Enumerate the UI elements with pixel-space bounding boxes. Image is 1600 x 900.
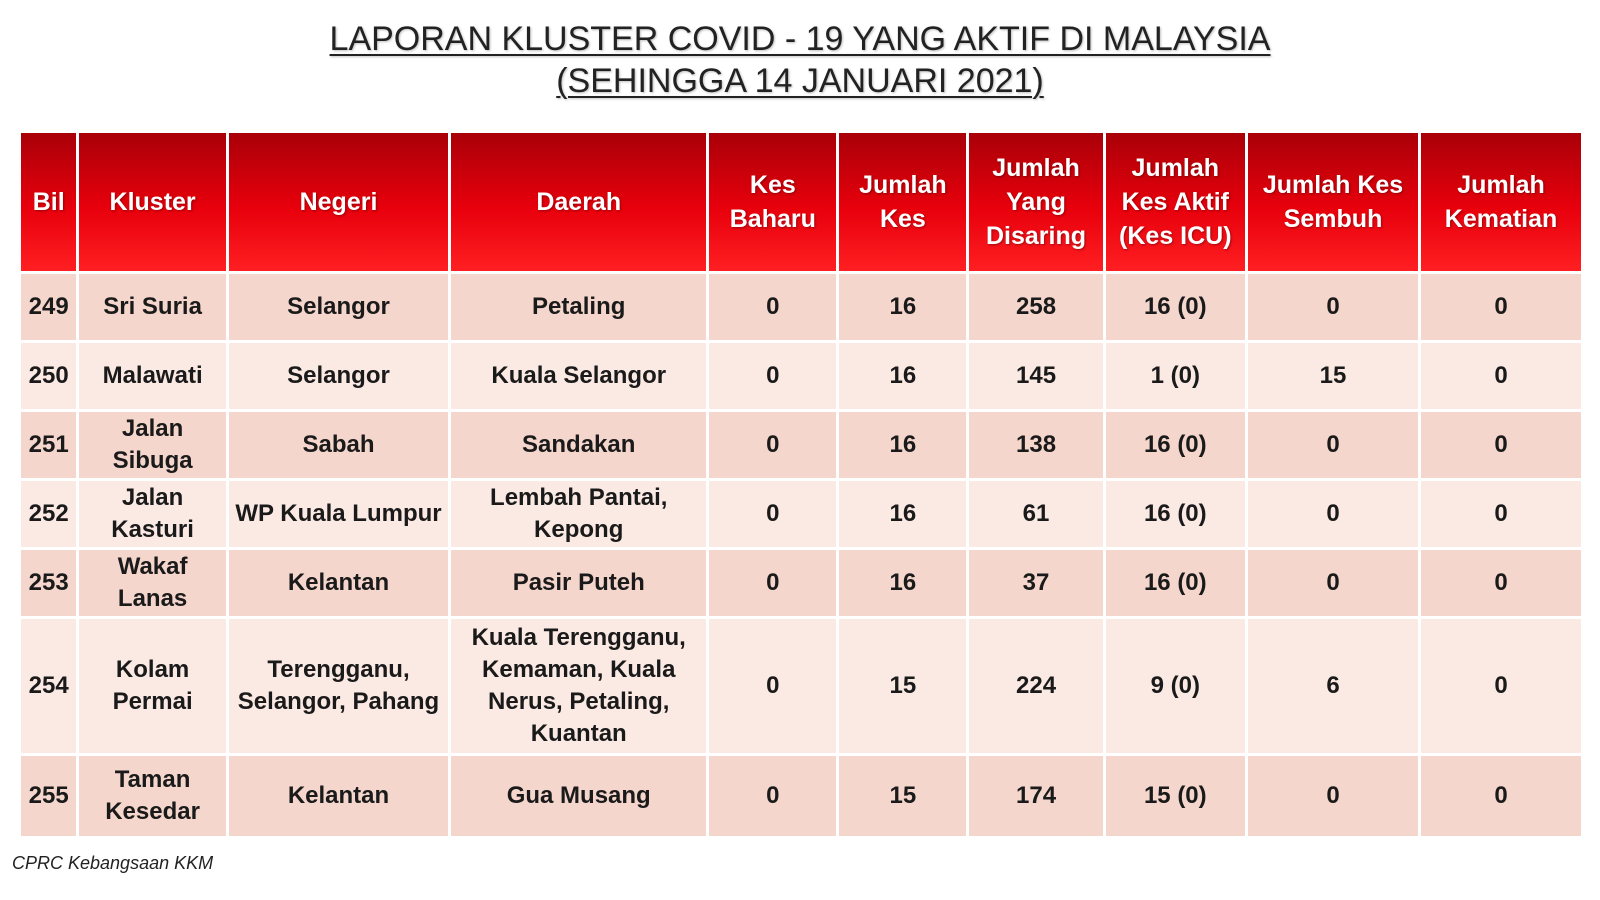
cell-bil: 252 [21,481,76,547]
header-kluster: Kluster [79,133,226,271]
cell-jumlah-kes: 15 [839,756,966,836]
cell-jumlah-aktif: 16 (0) [1106,481,1245,547]
cell-daerah: Petaling [451,274,706,340]
cell-jumlah-sembuh: 0 [1248,481,1418,547]
cell-jumlah-aktif: 1 (0) [1106,343,1245,409]
header-jumlah-kematian: Jumlah Kematian [1421,133,1581,271]
header-negeri: Negeri [229,133,448,271]
cell-jumlah-kes: 16 [839,274,966,340]
cell-jumlah-disaring: 138 [969,412,1102,478]
table-row [21,756,1581,836]
header-kes-baharu: Kes Baharu [709,133,836,271]
header-jumlah-sembuh: Jumlah Kes Sembuh [1248,133,1418,271]
cell-jumlah-sembuh: 15 [1248,343,1418,409]
cell-daerah: Kuala Selangor [451,343,706,409]
cell-negeri: Kelantan [229,550,448,616]
cell-kes-baharu: 0 [709,481,836,547]
header-daerah: Daerah [451,133,706,271]
cell-jumlah-kematian: 0 [1421,550,1581,616]
cell-jumlah-kes: 15 [839,619,966,753]
header-jumlah-disaring: Jumlah Yang Disaring [969,133,1102,271]
cell-jumlah-aktif: 9 (0) [1106,619,1245,753]
table-row [21,412,1581,478]
cluster-table [18,130,1584,839]
cell-jumlah-kematian: 0 [1421,619,1581,753]
header-jumlah-kes: Jumlah Kes [839,133,966,271]
cell-jumlah-disaring: 174 [969,756,1102,836]
page-title [0,18,1600,102]
cell-bil: 253 [21,550,76,616]
header-jumlah-aktif: Jumlah Kes Aktif (Kes ICU) [1106,133,1245,271]
table-row [21,274,1581,340]
table-row [21,550,1581,616]
cell-jumlah-aktif: 16 (0) [1106,274,1245,340]
cell-daerah: Gua Musang [451,756,706,836]
cell-jumlah-disaring: 224 [969,619,1102,753]
cell-jumlah-kes: 16 [839,481,966,547]
cell-jumlah-kematian: 0 [1421,343,1581,409]
cell-bil: 255 [21,756,76,836]
cell-negeri: Sabah [229,412,448,478]
cell-jumlah-kematian: 0 [1421,412,1581,478]
cell-jumlah-sembuh: 6 [1248,619,1418,753]
cell-negeri: Selangor [229,274,448,340]
cell-kluster: Sri Suria [79,274,226,340]
cell-bil: 251 [21,412,76,478]
cell-kluster: Jalan Kasturi [79,481,226,547]
cell-kluster: Jalan Sibuga [79,412,226,478]
cell-jumlah-sembuh: 0 [1248,756,1418,836]
cell-kes-baharu: 0 [709,550,836,616]
cell-jumlah-kematian: 0 [1421,756,1581,836]
cell-bil: 254 [21,619,76,753]
cell-jumlah-kes: 16 [839,550,966,616]
cell-bil: 250 [21,343,76,409]
cell-jumlah-aktif: 16 (0) [1106,550,1245,616]
title-line-2: (SEHINGGA 14 JANUARI 2021) [556,62,1044,100]
table-row [21,619,1581,753]
cell-daerah: Kuala Terengganu, Kemaman, Kuala Nerus, Petaling, Kuantan [451,619,706,753]
cell-jumlah-disaring: 61 [969,481,1102,547]
cell-jumlah-disaring: 145 [969,343,1102,409]
cell-kes-baharu: 0 [709,274,836,340]
cell-daerah: Sandakan [451,412,706,478]
cell-jumlah-disaring: 258 [969,274,1102,340]
cell-negeri: Kelantan [229,756,448,836]
cell-jumlah-kes: 16 [839,343,966,409]
title-line-1: LAPORAN KLUSTER COVID - 19 YANG AKTIF DI MALAYSIA [329,20,1271,58]
cell-kluster: Malawati [79,343,226,409]
cell-jumlah-sembuh: 0 [1248,274,1418,340]
cell-negeri: WP Kuala Lumpur [229,481,448,547]
cell-kes-baharu: 0 [709,343,836,409]
cell-kes-baharu: 0 [709,619,836,753]
cell-jumlah-kes: 16 [839,412,966,478]
cell-kluster: Taman Kesedar [79,756,226,836]
cell-jumlah-sembuh: 0 [1248,550,1418,616]
header-bil: Bil [21,133,76,271]
cell-daerah: Lembah Pantai, Kepong [451,481,706,547]
cell-negeri: Selangor [229,343,448,409]
cell-kluster: Wakaf Lanas [79,550,226,616]
cell-kes-baharu: 0 [709,412,836,478]
table-header-row [21,133,1581,271]
cell-jumlah-kematian: 0 [1421,274,1581,340]
cell-daerah: Pasir Puteh [451,550,706,616]
cell-kluster: Kolam Permai [79,619,226,753]
cell-jumlah-aktif: 15 (0) [1106,756,1245,836]
cell-bil: 249 [21,274,76,340]
cell-jumlah-disaring: 37 [969,550,1102,616]
table-row [21,481,1581,547]
cell-negeri: Terengganu, Selangor, Pahang [229,619,448,753]
cell-jumlah-sembuh: 0 [1248,412,1418,478]
cell-kes-baharu: 0 [709,756,836,836]
source-note: CPRC Kebangsaan KKM [12,853,214,873]
cluster-table-container [18,130,1584,839]
cell-jumlah-kematian: 0 [1421,481,1581,547]
cell-jumlah-aktif: 16 (0) [1106,412,1245,478]
table-row [21,343,1581,409]
